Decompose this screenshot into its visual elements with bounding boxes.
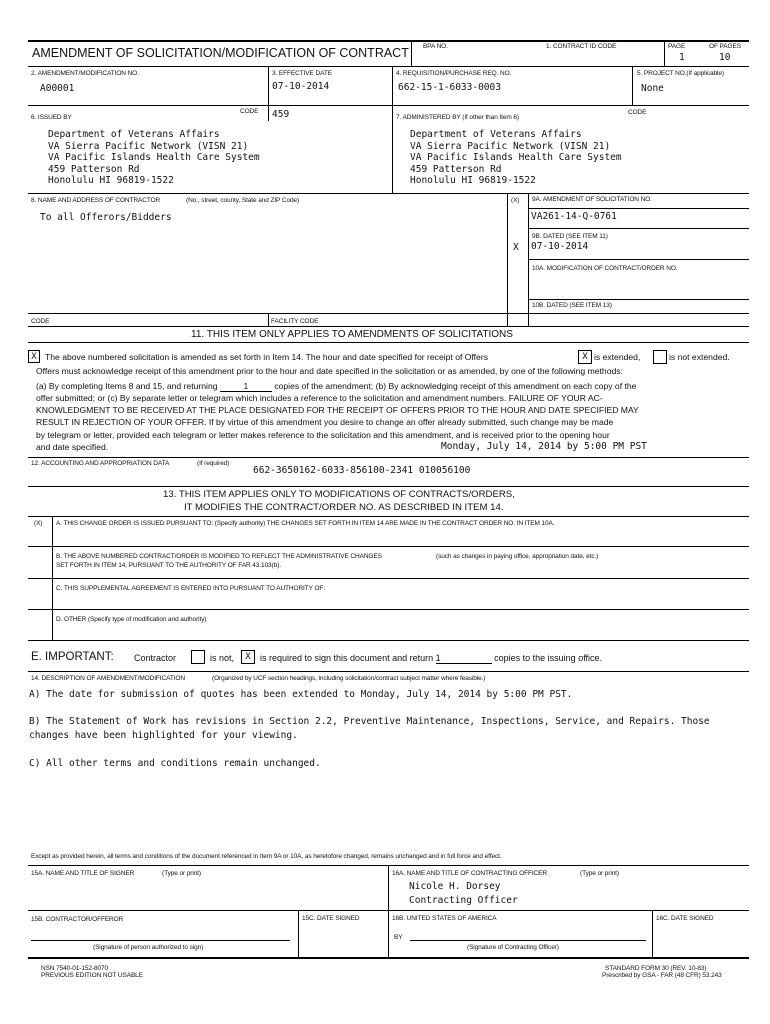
return-copies-suffix: copies to the issuing office. <box>494 653 603 663</box>
contractor-signature-hint: (Signature of person authorized to sign) <box>93 944 204 951</box>
is-not-label: is not, <box>210 653 235 663</box>
accounting-value[interactable]: 662-3650162-6033-856100-2341 010056100 <box>253 465 471 476</box>
item11-line5: KNOWLEDGMENT TO BE RECEIVED AT THE PLACE DESIGNATED FOR THE RECEIPT OF OFFERS PRIOR TO THE HOUR AND DATE SPECIFIED MAY <box>36 405 639 415</box>
amendment-no-value[interactable]: A00001 <box>40 83 75 94</box>
contractor-signature-line[interactable] <box>31 940 290 941</box>
standard-form-label: STANDARD FORM 30 (REV. 10-83) <box>605 965 707 972</box>
requisition-value[interactable]: 662-15-1-6033-0003 <box>398 82 501 93</box>
item11-line7: by telegram or letter, provided each telegram or letter makes reference to the solicitation and this amendment, and is received prior to the opening hour <box>36 430 610 440</box>
item13-option-b-hint: (such as changes in paying office, appropriation date, etc.) <box>436 553 599 560</box>
form-title: AMENDMENT OF SOLICITATION/MODIFICATION OF CONTRACT <box>32 46 409 60</box>
item11-line6: RESULT IN REJECTION OF YOUR OFFER. If by virtue of this amendment you desire to change an offer already submitted, such change may be made <box>36 417 614 427</box>
project-no-label: 5. PROJECT NO.(If applicable) <box>637 70 724 77</box>
accounting-hint: (If required) <box>197 460 230 467</box>
item11-line2: Offers must acknowledge receipt of this amendment prior to the hour and date specified in the solicitation or as amended, by one of the following methods: <box>36 366 623 376</box>
item11-line4: offer submitted; or (c) By separate letter or telegram which includes a reference to the solicitation and amendment numbers. FAILURE OF YOUR AC- <box>36 393 603 403</box>
is-extended-checkbox[interactable]: X <box>578 350 592 364</box>
officer-date-signed-label: 16C. DATE SIGNED <box>656 915 714 922</box>
of-pages-value[interactable]: 10 <box>719 52 731 63</box>
signer-label: 15A. NAME AND TITLE OF SIGNER <box>31 870 135 877</box>
administered-by-address[interactable]: Department of Veterans Affairs VA Sierra Pacific Network (VISN 21) VA Pacific Islands Health Care System 459 Patterson Rd Honolulu HI 96819-1522 <box>410 129 622 186</box>
important-contractor: Contractor <box>134 653 177 663</box>
amendment-of-solicitation-label: 9A. AMENDMENT OF SOLICITATION NO. <box>532 196 652 203</box>
offer-deadline[interactable]: Monday, July 14, 2014 by 5:00 PM PST <box>441 441 647 452</box>
x-column-label: (X) <box>511 197 520 204</box>
code-label-8: CODE <box>31 318 50 325</box>
contractor-date-signed-label: 15C. DATE SIGNED <box>302 915 360 922</box>
item11-line3a: (a) By completing Items 8 and 15, and returning <box>36 381 220 391</box>
amendment-no-label: 2. AMENDMENT/MODIFICATION NO. <box>31 70 139 77</box>
item11-line3b: copies of the amendment; (b) By acknowledging receipt of this amendment on each copy of the <box>271 381 637 391</box>
is-extended-label: is extended, <box>594 352 641 362</box>
administered-by-label: 7. ADMINISTERED BY (If other than Item 6) <box>396 114 519 121</box>
contractor-value[interactable]: To all Offerors/Bidders <box>40 212 172 223</box>
is-required-label <box>260 653 602 664</box>
amendment-of-solicitation-value[interactable]: VA261-14-Q-0761 <box>531 211 617 222</box>
issued-code-label: CODE <box>240 108 259 115</box>
contractor-label: 8. NAME AND ADDRESS OF CONTRACTOR <box>31 197 161 204</box>
item13-option-a: A. THIS CHANGE ORDER IS ISSUED PURSUANT TO: (Specify authority) THE CHANGES SET FORTH IN ITEM 14 ARE MADE IN THE CONTRACT ORDER NO. IN ITEM 10A. <box>56 520 555 527</box>
description-hint: (Organized by UCF section headings, including solicitation/contract subject matter where feasible.) <box>212 675 486 682</box>
bpa-label: BPA NO. <box>423 43 448 50</box>
admin-code-label: CODE <box>628 109 647 116</box>
important-label: E. IMPORTANT: <box>31 651 114 663</box>
officer-signature-hint: (Signature of Contracting Officer) <box>467 944 559 951</box>
description-label: 14. DESCRIPTION OF AMENDMENT/MODIFICATION <box>31 675 185 682</box>
contracting-officer-label: 16A. NAME AND TITLE OF CONTRACTING OFFICER <box>392 870 547 877</box>
description-line[interactable]: C) All other terms and conditions remain unchanged. <box>29 758 321 769</box>
requisition-label: 4. REQUISITION/PURCHASE REQ. NO. <box>396 70 512 77</box>
is-required-checkbox[interactable]: X <box>241 650 255 664</box>
officer-signature-line[interactable] <box>410 940 646 941</box>
project-no-value[interactable]: None <box>641 83 664 94</box>
not-extended-label: is not extended. <box>669 352 730 362</box>
return-copies-value[interactable]: 1 <box>436 654 492 664</box>
of-pages-label: OF PAGES <box>709 43 741 50</box>
item11-line3 <box>36 381 636 392</box>
officer-title[interactable]: Contracting Officer <box>409 895 518 906</box>
facility-code-label: FACILITY CODE <box>271 318 319 325</box>
contract-id-label: 1. CONTRACT ID CODE <box>546 43 617 50</box>
effective-date-label: 3. EFFECTIVE DATE <box>272 70 332 77</box>
not-extended-checkbox[interactable] <box>653 350 667 364</box>
effective-date-value[interactable]: 07-10-2014 <box>272 81 330 92</box>
is-not-checkbox[interactable] <box>191 650 205 664</box>
officer-name[interactable]: Nicole H. Dorsey <box>409 881 501 892</box>
dated-10b-label: 10B. DATED (SEE ITEM 13) <box>532 302 612 309</box>
dated-9b-value[interactable]: 07-10-2014 <box>531 241 589 252</box>
usa-label: 16B. UNITED STATES OF AMERICA <box>392 915 497 922</box>
accounting-label: 12. ACCOUNTING AND APPROPRIATION DATA <box>31 460 170 467</box>
by-label: BY <box>394 934 403 941</box>
contractor-hint: (No., street, county, State and ZIP Code) <box>186 197 300 204</box>
issued-by-address[interactable]: Department of Veterans Affairs VA Sierra Pacific Network (VISN 21) VA Pacific Islands Health Care System 459 Patterson Rd Honolulu HI 96819-1522 <box>48 129 260 186</box>
modification-contract-label: 10A. MODIFICATION OF CONTRACT/ORDER NO. <box>532 265 678 272</box>
item13-option-c: C. THIS SUPPLEMENTAL AGREEMENT IS ENTERED INTO PURSUANT TO AUTHORITY OF: <box>56 585 325 592</box>
dated-9b-x-mark[interactable]: X <box>513 242 519 253</box>
item11-line8: and date specified. <box>36 442 109 452</box>
previous-edition: PREVIOUS EDITION NOT USABLE <box>41 972 143 979</box>
item11-copies-value[interactable]: 1 <box>220 382 272 392</box>
item13-option-b-line2: SET FORTH IN ITEM 14, PURSUANT TO THE AUTHORITY OF FAR 43.103(b). <box>56 562 281 569</box>
description-line[interactable]: A) The date for submission of quotes has been extended to Monday, July 14, 2014 by 5:00 PM PST. <box>29 689 573 700</box>
page-label: PAGE <box>668 43 686 50</box>
dated-9b-label: 9B. DATED (SEE ITEM 11) <box>532 233 608 240</box>
signer-hint: (Type or print) <box>162 870 201 877</box>
description-line[interactable]: B) The Statement of Work has revisions in Section 2.2, Preventive Maintenance, Inspections, Service, and Repairs. Those <box>29 716 710 727</box>
issued-code-value[interactable]: 459 <box>272 109 290 120</box>
nsn-number: NSN 7540-01-152-8070 <box>41 965 109 972</box>
item13-x-label: (X) <box>34 520 43 527</box>
contracting-officer-hint: (Type or print) <box>580 870 619 877</box>
contractor-offeror-label: 15B. CONTRACTOR/OFFEROR <box>31 916 124 923</box>
footer-note: Except as provided herein, all terms and conditions of the document referenced in Item 9A or 10A, as heretofore changed, remains unchanged and in full force and effect. <box>31 853 502 860</box>
item13-heading-2: IT MODIFIES THE CONTRACT/ORDER NO. AS DESCRIBED IN ITEM 14. <box>184 502 504 513</box>
item13-option-d: D. OTHER (Specify type of modification and authority) <box>56 616 207 623</box>
is-required-text: is required to sign this document and return <box>260 653 434 663</box>
prescribed-by: Prescribed by GSA - FAR (48 CFR) 53.243 <box>602 972 722 979</box>
page-value[interactable]: 1 <box>679 52 685 63</box>
item11-checkbox[interactable]: X <box>28 350 40 363</box>
item13-heading-1: 13. THIS ITEM APPLIES ONLY TO MODIFICATIONS OF CONTRACTS/ORDERS, <box>163 489 515 500</box>
description-line[interactable]: changes have been highlighted for your viewing. <box>29 730 298 741</box>
item11-line1: The above numbered solicitation is amended as set forth in Item 14. The hour and date specified for receipt of Offers <box>45 352 488 362</box>
item11-heading: 11. THIS ITEM ONLY APPLIES TO AMENDMENTS OF SOLICITATIONS <box>191 329 513 340</box>
issued-by-label: 6. ISSUED BY <box>31 114 72 121</box>
item13-option-b: B. THE ABOVE NUMBERED CONTRACT/ORDER IS MODIFIED TO REFLECT THE ADMINISTRATIVE CHANGES <box>56 553 382 560</box>
